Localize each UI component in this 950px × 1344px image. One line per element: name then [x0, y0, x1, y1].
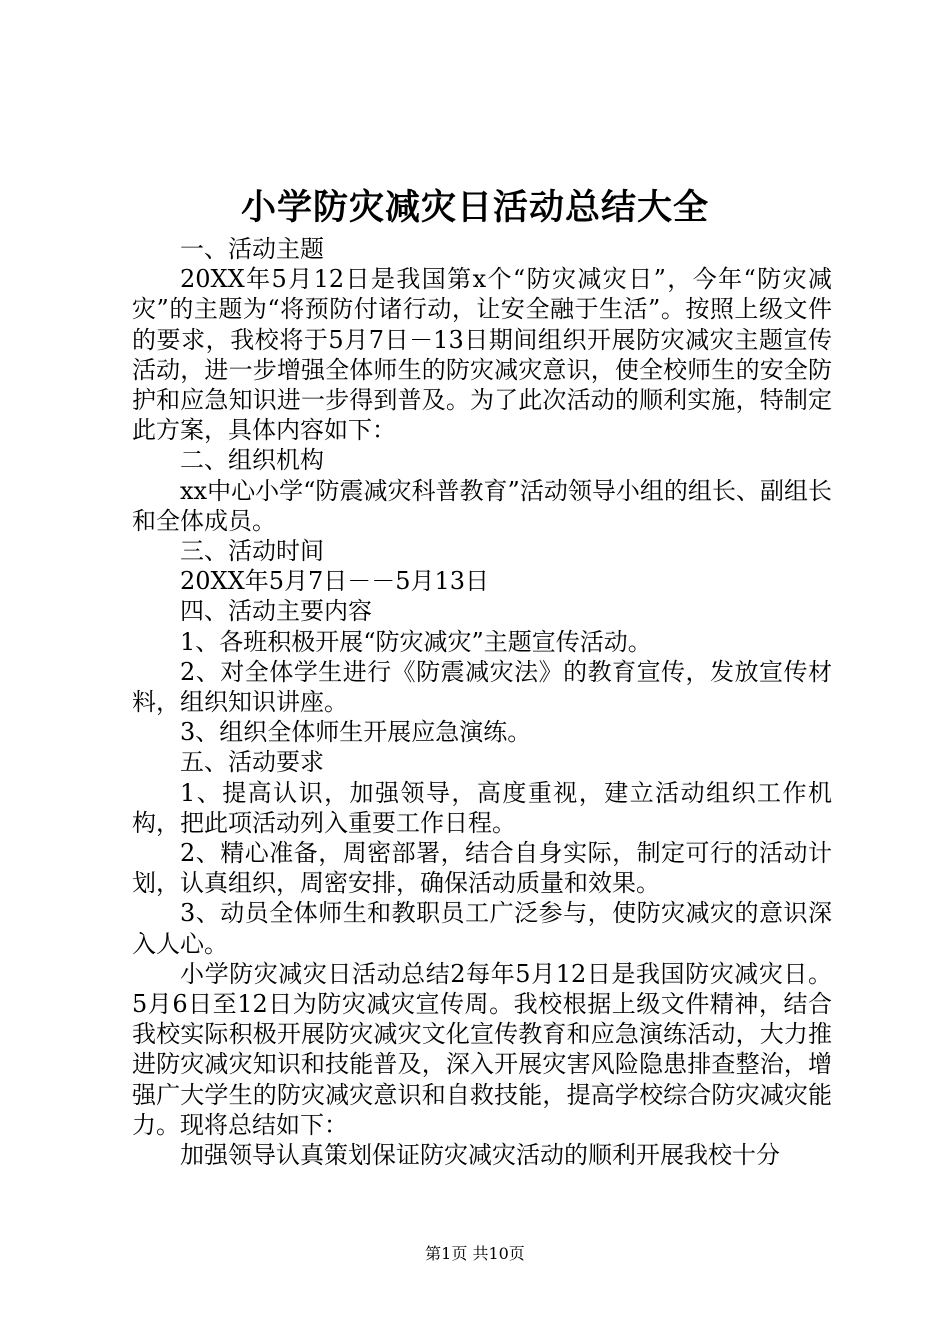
paragraph-requirement-item: 1、提高认识，加强领导，高度重视，建立活动组织工作机构，把此项活动列入重要工作日程。 [132, 778, 832, 837]
paragraph-requirement-item: 2、精心准备，周密部署，结合自身实际，制定可行的活动计划，认真组织，周密安排，确保活动质量和效果。 [132, 839, 832, 898]
paragraph-content-item: 2、对全体学生进行《防震减灾法》的教育宣传，发放宣传材料，组织知识讲座。 [132, 657, 832, 717]
section-heading-requirements: 五、活动要求 [180, 748, 324, 777]
paragraph-theme: 20XX年5月12日是我国第x个“防灾减灾日”，今年“防灾减灾”的主题为“将预防付诸行动，让安全融于生活”。按照上级文件的要求，我校将于5月7日－13日期间组织开展防灾减灾主题宣传活动，进一步增强全体师生的防灾减灾意识，使全校师生的安全防护和应急知识进一步得到普及。为了此次活动的顺利实施，特制定此方案，具体内容如下： [132, 265, 832, 445]
paragraph-summary-continued: 加强领导认真策划保证防灾减灾活动的顺利开展我校十分 [180, 1141, 780, 1170]
section-heading-content: 四、活动主要内容 [180, 597, 372, 626]
paragraph-content-item: 1、各班积极开展“防灾减灾”主题宣传活动。 [180, 627, 652, 656]
paragraph-time: 20XX年5月7日－－5月13日 [180, 567, 490, 596]
document-title: 小学防灾减灾日活动总结大全 [240, 187, 709, 228]
paragraph-requirement-item: 3、动员全体师生和教职员工广泛参与，使防灾减灾的意识深入人心。 [132, 899, 832, 958]
section-heading-time: 三、活动时间 [180, 537, 324, 566]
section-heading-theme: 一、活动主题 [180, 235, 324, 263]
page-number-footer: 第1页 共10页 [425, 1244, 525, 1263]
paragraph-content-item: 3、组织全体师生开展应急演练。 [180, 718, 532, 747]
paragraph-organization: xx中心小学“防震减灾科普教育”活动领导小组的组长、副组长和全体成员。 [132, 476, 832, 535]
paragraph-summary: 小学防灾减灾日活动总结2每年5月12日是我国防灾减灾日。5月6日至12日为防灾减灾宣传周。我校根据上级文件精神，结合我校实际积极开展防灾减灾文化宣传教育和应急演练活动，大力推进防灾减灾知识和技能普及，深入开展灾害风险隐患排查整治，增强广大学生的防灾减灾意识和自救技能，提高学校综合防灾减灾能力。现将总结如下： [132, 959, 832, 1139]
document-body [132, 234, 832, 1170]
section-heading-organization: 二、组织机构 [180, 446, 324, 475]
